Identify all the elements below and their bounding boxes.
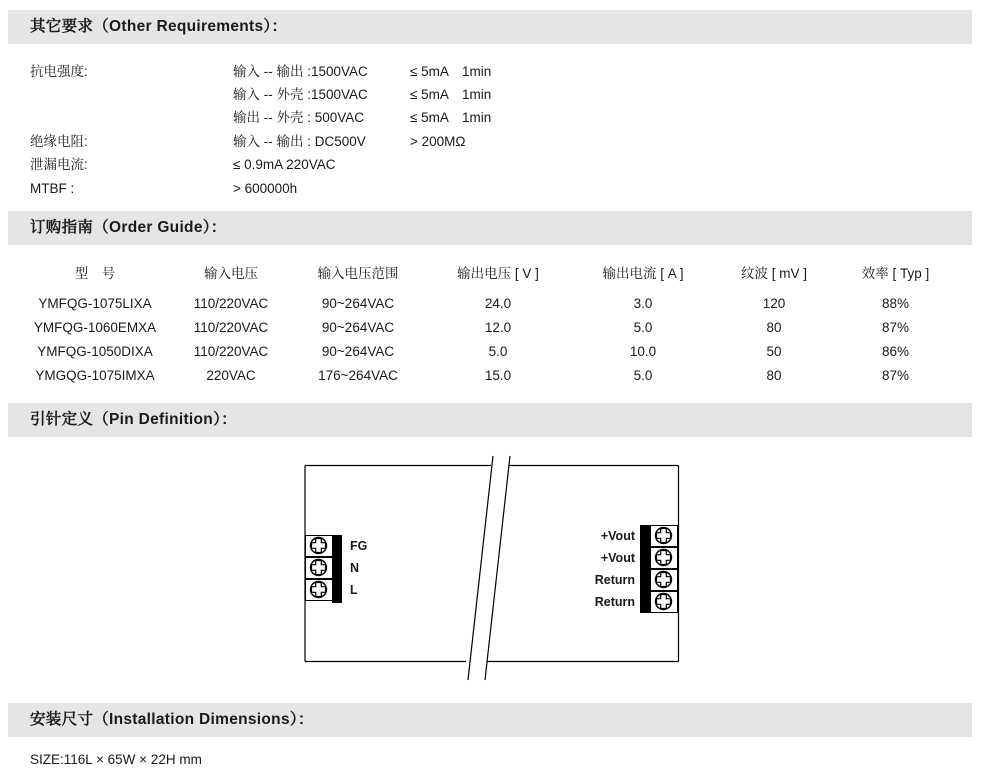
order-table-header-row xyxy=(20,262,957,286)
cell-model: YMFQG-1050DIXA xyxy=(37,344,153,359)
screw-icon xyxy=(651,570,676,589)
spec-row-dielectric-1 xyxy=(0,60,982,84)
col-header-output-current: 输出电流 [ A ] xyxy=(602,266,684,281)
terminal-screw-vout-2 xyxy=(650,547,678,569)
section-bar-order-guide xyxy=(8,211,972,245)
section-bar-installation xyxy=(8,703,972,737)
cell-output-current: 3.0 xyxy=(633,296,653,311)
pin-label-vout-2: +Vout xyxy=(600,551,635,565)
terminal-screw-n xyxy=(305,557,333,579)
cell-model: YMFQG-1060EMXA xyxy=(33,320,157,335)
spec-row-dielectric-2 xyxy=(0,83,982,107)
cell-ripple: 50 xyxy=(766,344,782,359)
cell-input-range: 176~264VAC xyxy=(318,368,398,383)
cell-efficiency: 88% xyxy=(881,296,910,311)
terminal-screw-return-1 xyxy=(650,569,678,591)
screw-icon xyxy=(306,558,331,577)
pin-label-return-1: Return xyxy=(594,573,635,587)
table-row xyxy=(20,292,957,316)
col-header-ripple: 纹波 [ mV ] xyxy=(740,266,807,281)
cell-ripple: 80 xyxy=(766,368,782,383)
spec-limit: ≤ 5mA xyxy=(410,110,449,125)
section-title-installation: 安装尺寸（Installation Dimensions）： xyxy=(30,711,314,728)
spec-limit: > 200MΩ xyxy=(410,134,466,149)
section-title-other-requirements: 其它要求（Other Requirements）： xyxy=(30,18,288,35)
terminal-screw-fg xyxy=(305,535,333,557)
spec-row-dielectric-3 xyxy=(0,106,982,130)
section-bar-other-requirements xyxy=(8,10,972,44)
screw-icon xyxy=(651,526,676,545)
cell-efficiency: 86% xyxy=(881,344,910,359)
pin-label-fg: FG xyxy=(350,539,368,553)
spec-value: 输出 -- 外壳 : 500VAC xyxy=(233,110,365,125)
pin-label-l: L xyxy=(350,583,358,597)
spec-value: > 600000h xyxy=(233,181,298,196)
pin-definition-diagram xyxy=(304,455,681,681)
terminal-screw-vout-1 xyxy=(650,525,678,547)
left-terminal-bar xyxy=(332,535,342,603)
spec-time: 1min xyxy=(462,110,492,125)
spec-limit: ≤ 5mA xyxy=(410,64,449,79)
cell-input-voltage: 110/220VAC xyxy=(193,296,269,311)
col-header-input-voltage: 输入电压 xyxy=(204,266,258,281)
section-bar-pin-definition xyxy=(8,403,972,437)
spec-label: 抗电强度: xyxy=(30,64,88,79)
pin-label-return-2: Return xyxy=(594,595,635,609)
table-row xyxy=(20,340,957,364)
table-row xyxy=(20,316,957,340)
cell-output-voltage: 15.0 xyxy=(484,368,512,383)
spec-value: 输入 -- 输出 :1500VAC xyxy=(233,64,368,79)
terminal-screw-return-2 xyxy=(650,591,678,613)
pin-label-vout-1: +Vout xyxy=(600,529,635,543)
cell-output-voltage: 24.0 xyxy=(484,296,512,311)
screw-icon xyxy=(306,536,331,555)
col-header-efficiency: 效率 [ Typ ] xyxy=(861,266,930,281)
col-header-input-range: 输入电压范围 xyxy=(317,266,399,281)
cell-ripple: 120 xyxy=(762,296,786,311)
right-terminal-bar xyxy=(640,525,650,613)
cell-output-voltage: 12.0 xyxy=(484,320,512,335)
spec-limit: ≤ 5mA xyxy=(410,87,449,102)
screw-icon xyxy=(651,548,676,567)
spec-label: MTBF : xyxy=(30,181,75,196)
section-title-order-guide: 订购指南（Order Guide）： xyxy=(30,219,227,236)
cell-output-voltage: 5.0 xyxy=(488,344,508,359)
spec-label: 泄漏电流: xyxy=(30,157,88,172)
spec-row-mtbf xyxy=(0,177,982,201)
col-header-output-voltage: 输出电压 [ V ] xyxy=(457,266,539,281)
spec-value: 输入 -- 输出 : DC500V xyxy=(233,134,366,149)
spec-time: 1min xyxy=(462,87,492,102)
cell-input-range: 90~264VAC xyxy=(321,296,395,311)
cell-model: YMGQG-1075IMXA xyxy=(35,368,155,383)
cell-input-range: 90~264VAC xyxy=(321,344,395,359)
section-title-pin-definition: 引针定义（Pin Definition）： xyxy=(30,411,237,428)
pin-label-n: N xyxy=(350,561,360,575)
table-row xyxy=(20,364,957,388)
spec-row-insulation xyxy=(0,130,982,154)
cell-output-current: 10.0 xyxy=(629,344,657,359)
col-header-model: 型 号 xyxy=(74,266,116,281)
cell-efficiency: 87% xyxy=(881,368,910,383)
screw-icon xyxy=(306,580,331,599)
cell-output-current: 5.0 xyxy=(633,368,653,383)
cell-model: YMFQG-1075LIXA xyxy=(38,296,152,311)
spec-row-leakage xyxy=(0,153,982,177)
cell-input-voltage: 110/220VAC xyxy=(193,320,269,335)
size-dimensions-text: SIZE:116L × 65W × 22H mm xyxy=(30,752,202,767)
screw-icon xyxy=(651,592,676,611)
cell-ripple: 80 xyxy=(766,320,782,335)
spec-label: 绝缘电阻: xyxy=(30,134,88,149)
cell-output-current: 5.0 xyxy=(633,320,653,335)
terminal-screw-l xyxy=(305,579,333,601)
spec-time: 1min xyxy=(462,64,492,79)
spec-value: 输入 -- 外壳 :1500VAC xyxy=(233,87,368,102)
cell-efficiency: 87% xyxy=(881,320,910,335)
cell-input-voltage: 110/220VAC xyxy=(193,344,269,359)
cell-input-voltage: 220VAC xyxy=(206,368,256,383)
cell-input-range: 90~264VAC xyxy=(321,320,395,335)
spec-value: ≤ 0.9mA 220VAC xyxy=(233,157,336,172)
